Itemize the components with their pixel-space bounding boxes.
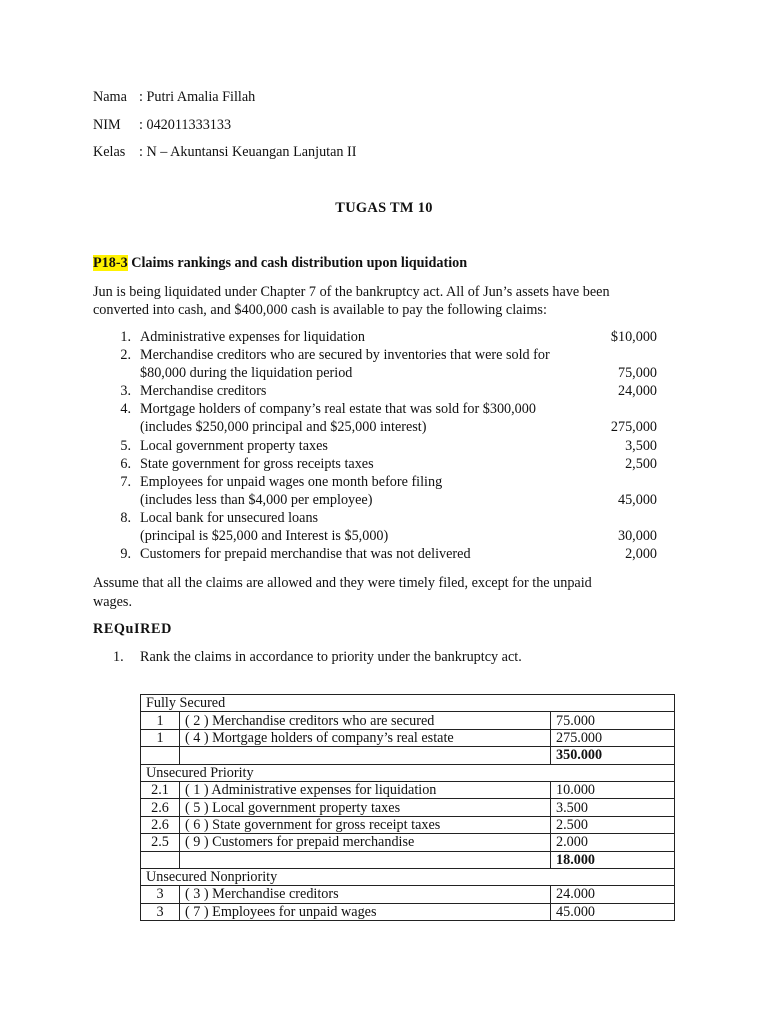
class-row — [93, 143, 357, 161]
claim-cell: ( 2 ) Merchandise creditors who are secured — [180, 712, 551, 729]
claim-cell: ( 6 ) State government for gross receipt taxes — [180, 816, 551, 833]
intro-line-2: converted into cash, and $400,000 cash is available to pay the following claims: — [93, 302, 547, 318]
claim-cell: ( 1 ) Administrative expenses for liquidation — [180, 781, 551, 798]
table-total-row — [141, 851, 675, 868]
task-item — [113, 648, 522, 666]
table-section-row — [141, 868, 675, 885]
class-value: : N – Akuntansi Keuangan Lanjutan II — [139, 144, 357, 160]
section-label: Unsecured Nonpriority — [141, 868, 675, 885]
problem-heading — [93, 254, 467, 272]
empty-cell — [180, 747, 551, 764]
table-row — [141, 781, 675, 798]
claim-amount: 2,500 — [625, 455, 657, 472]
amount-cell: 2.500 — [551, 816, 675, 833]
amount-cell: 75.000 — [551, 712, 675, 729]
claim-number: 3. — [120, 383, 131, 400]
claim-description-line: Local bank for unsecured loans — [140, 509, 319, 526]
amount-cell: 2.000 — [551, 834, 675, 851]
section-label: Unsecured Priority — [141, 764, 675, 781]
claim-number: 1. — [120, 329, 131, 345]
claim-description-line: $80,000 during the liquidation period — [140, 365, 353, 382]
amount-cell: 45.000 — [551, 903, 675, 920]
intro-line-1: Jun is being liquidated under Chapter 7 of the bankruptcy act. All of Jun’s assets have been — [93, 284, 610, 300]
claim-amount: 2,000 — [625, 546, 657, 563]
claim-description-line: (includes $250,000 principal and $25,000 interest) — [140, 419, 427, 436]
claim-item — [113, 400, 657, 436]
amount-cell: 275.000 — [551, 729, 675, 746]
claim-description-line: Local government property taxes — [140, 437, 328, 454]
claim-description-line: Mortgage holders of company’s real estate that was sold for $300,000 — [140, 401, 536, 418]
claim-description — [140, 328, 657, 346]
claim-cell: ( 9 ) Customers for prepaid merchandise — [180, 834, 551, 851]
problem-title: Claims rankings and cash distribution upon liquidation — [127, 255, 468, 271]
empty-cell — [141, 747, 180, 764]
claim-description-line: Administrative expenses for liquidation — [140, 329, 365, 345]
amount-cell: 24.000 — [551, 886, 675, 903]
claim-item — [113, 455, 657, 473]
assumption-line-2: wages. — [93, 594, 133, 610]
nim-row — [93, 116, 231, 134]
empty-cell — [180, 851, 551, 868]
claim-number: 7. — [120, 473, 131, 490]
claim-cell: ( 4 ) Mortgage holders of company’s real estate — [180, 729, 551, 746]
claim-number: 2. — [120, 347, 131, 364]
claim-description-line: (principal is $25,000 and Interest is $5,000) — [140, 528, 389, 545]
rank-cell: 2.5 — [141, 834, 180, 851]
ranking-table — [140, 694, 675, 921]
table-section-row — [141, 695, 675, 712]
claim-description-line: Merchandise creditors who are secured by inventories that were sold for — [140, 347, 550, 364]
claim-number: 9. — [120, 546, 131, 563]
empty-cell — [141, 851, 180, 868]
claim-description — [140, 455, 657, 473]
claim-description — [140, 545, 657, 563]
table-row — [141, 729, 675, 746]
assumption-line-1: Assume that all the claims are allowed and they were timely filed, except for the unpaid — [93, 575, 592, 591]
claim-item — [113, 346, 657, 382]
class-label: Kelas — [93, 144, 126, 160]
document-title: TUGAS TM 10 — [335, 200, 433, 216]
claim-description-line: Employees for unpaid wages one month before filing — [140, 473, 443, 490]
rank-cell: 3 — [141, 903, 180, 920]
rank-cell: 1 — [141, 729, 180, 746]
table-section-row — [141, 764, 675, 781]
nim-label: NIM — [93, 117, 121, 133]
subtotal-amount: 18.000 — [551, 851, 675, 868]
claim-number: 5. — [120, 437, 131, 454]
table-total-row — [141, 747, 675, 764]
claim-description — [140, 382, 657, 400]
task-text: Rank the claims in accordance to priority under the bankruptcy act. — [140, 649, 522, 665]
claim-amount: 30,000 — [617, 528, 657, 545]
claim-amount: $10,000 — [610, 329, 657, 345]
amount-cell: 3.500 — [551, 799, 675, 816]
table-row — [141, 712, 675, 729]
claim-amount: 3,500 — [625, 437, 657, 454]
claim-cell: ( 7 ) Employees for unpaid wages — [180, 903, 551, 920]
claim-description-line: (includes less than $4,000 per employee) — [140, 491, 373, 508]
rank-cell: 2.6 — [141, 799, 180, 816]
claim-item — [113, 545, 657, 563]
table-row — [141, 903, 675, 920]
claim-cell: ( 3 ) Merchandise creditors — [180, 886, 551, 903]
amount-cell: 10.000 — [551, 781, 675, 798]
name-value: : Putri Amalia Fillah — [139, 89, 256, 105]
name-label: Nama — [93, 89, 127, 105]
claim-number: 6. — [120, 455, 131, 472]
claim-description-line: Customers for prepaid merchandise that was not delivered — [140, 546, 471, 563]
claim-cell: ( 5 ) Local government property taxes — [180, 799, 551, 816]
rank-cell: 3 — [141, 886, 180, 903]
claim-item — [113, 509, 657, 545]
claim-amount: 275,000 — [610, 419, 657, 436]
claim-item — [113, 437, 657, 455]
claim-description — [140, 437, 657, 455]
section-label: Fully Secured — [141, 695, 675, 712]
claim-description — [140, 473, 657, 509]
claim-item — [113, 473, 657, 509]
claim-amount: 45,000 — [617, 491, 657, 508]
nim-value: : 042011333133 — [139, 117, 232, 133]
claim-number: 4. — [120, 401, 131, 418]
rank-cell: 2.1 — [141, 781, 180, 798]
claim-item — [113, 382, 657, 400]
claim-description — [140, 346, 657, 382]
task-number: 1. — [113, 649, 124, 665]
claim-description — [140, 400, 657, 436]
table-row — [141, 886, 675, 903]
claim-amount: 24,000 — [617, 383, 657, 400]
claim-description-line: State government for gross receipts taxes — [140, 455, 374, 472]
required-heading: REQuIRED — [93, 621, 172, 637]
claims-list — [113, 328, 657, 563]
claim-item — [113, 328, 657, 346]
claim-description — [140, 509, 657, 545]
table-row — [141, 799, 675, 816]
claim-amount: 75,000 — [617, 365, 657, 382]
subtotal-amount: 350.000 — [551, 747, 675, 764]
rank-cell: 2.6 — [141, 816, 180, 833]
claim-description-line: Merchandise creditors — [140, 383, 267, 400]
claim-number: 8. — [120, 509, 131, 526]
table-row — [141, 816, 675, 833]
table-row — [141, 834, 675, 851]
name-row — [93, 88, 255, 106]
problem-code: P18-3 — [93, 255, 128, 271]
rank-cell: 1 — [141, 712, 180, 729]
